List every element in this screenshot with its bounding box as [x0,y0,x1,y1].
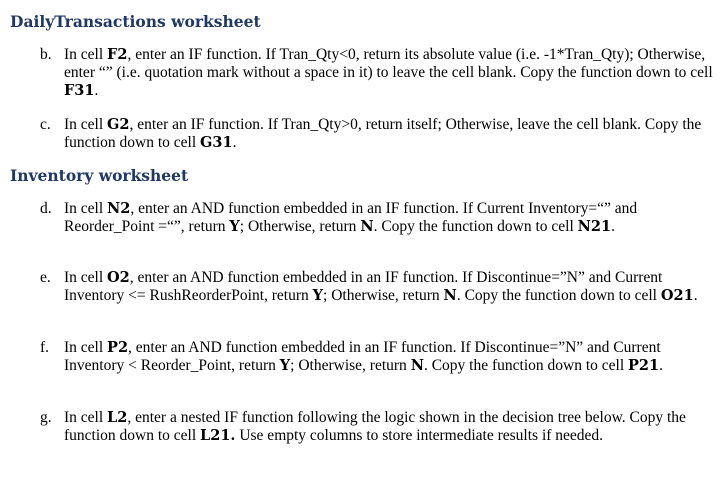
item-text: In cell F2, enter an IF function. If Tran_Qty<0, return its absolute value (i.e. -1*Tran_Qty); Otherwise, enter “” (i.e. quotation mark without a space in it) to leave the cell blank. Copy the function down to cell F31. [64,46,713,99]
item-letter: g. [40,409,52,426]
item-text: In cell G2, enter an IF function. If Tran_Qty>0, return itself; Otherwise, leave the cell blank. Copy the function down to cell G31. [64,116,702,151]
item-letter: c. [40,116,51,133]
item-text: In cell O2, enter an AND function embedded in an IF function. If Discontinue=”N” and Current Inventory <= RushReorderPoint, return Y; Otherwise, return N. Copy the function down to cell O21. [64,269,698,304]
item-text: In cell P2, enter an AND function embedded in an IF function. If Discontinue=”N” and Current Inventory < Reorder_Point, return Y; Otherwise, return N. Copy the function down to cell P21. [64,339,663,374]
item-letter: f. [40,339,50,356]
item-text: In cell N2, enter an AND function embedded in an IF function. If Current Inventory=“” and Reorder_Point =“”, return Y; Otherwise, return N. Copy the function down to cell N21. [64,200,638,235]
item-letter: e. [40,269,51,286]
item-letter: b. [40,46,52,63]
item-letter: d. [40,200,52,217]
item-text: In cell L2, enter a nested IF function following the logic shown in the decision tree below. Copy the function down to cell L21. Use empty columns to store intermediate results if needed. [64,409,686,444]
section-heading-dailytransactions: DailyTransactions worksheet [10,12,261,31]
section-heading-inventory: Inventory worksheet [10,166,189,185]
